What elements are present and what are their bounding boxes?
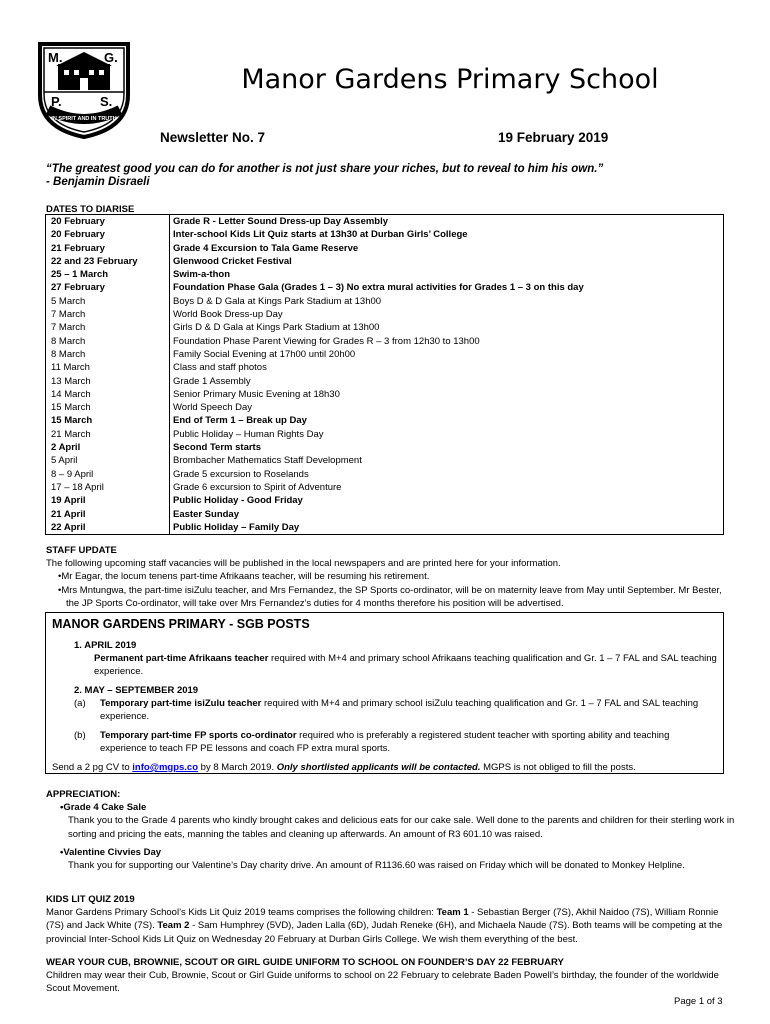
appreciation-item-title: •Valentine Civvies Day	[60, 846, 162, 858]
school-name: Manor Gardens Primary School	[241, 64, 659, 95]
diary-event: End of Term 1 – Break up Day	[173, 415, 307, 427]
diary-date: 8 – 9 April	[46, 468, 170, 481]
appreciation-heading: APPRECIATION:	[46, 789, 121, 800]
diary-date: 25 – 1 March	[46, 268, 170, 281]
diary-event: Foundation Phase Gala (Grades 1 – 3) No extra mural activities for Grades 1 – 3 on this day	[173, 282, 584, 294]
appreciation-section	[46, 788, 736, 872]
diary-event: Senior Primary Music Evening at 18h30	[173, 388, 340, 400]
sgb-item1: Permanent part-time Afrikaans teacher required with M+4 and primary school Afrikaans teaching qualification and Gr. 1 – 7 FAL and SAL teaching experience.	[94, 653, 717, 677]
diary-event: Public Holiday - Good Friday	[173, 495, 303, 507]
diary-event: Grade R - Letter Sound Dress-up Day Assembly	[173, 216, 389, 227]
diary-date: 19 April	[46, 494, 170, 507]
diary-row	[46, 494, 723, 507]
diary-event: Brombacher Mathematics Staff Development	[173, 455, 362, 467]
diary-date: 20 February	[46, 215, 170, 228]
kids-lit-text: Manor Gardens Primary School’s Kids Lit Quiz 2019 teams comprises the following children: Team 1 - Sebastian Berger (7S), Akhil Naidoo (7S), William Ronnie (7S) and Jack White (7S). Team 2 - Sam Humphrey (5VD), Jaden Lalla (6D), Judah Reneke (6H), and Michaela Naude (7S). Both teams will be competing at the provincial Inter-School Kids Lit Quiz on Wednesday 20 February at Durban Girls College. We wish them everything of the best.	[46, 907, 723, 945]
diary-row	[46, 388, 723, 401]
diary-row	[46, 281, 723, 294]
crest-letter-s: S.	[100, 94, 113, 109]
diary-event: Class and staff photos	[173, 362, 267, 374]
quote-author: - Benjamin Disraeli	[46, 176, 150, 188]
diary-row	[46, 401, 723, 414]
diary-date: 22 April	[46, 521, 170, 534]
diary-event: Foundation Phase Parent Viewing for Grades R – 3 from 12h30 to 13h00	[173, 335, 480, 347]
diary-row	[46, 481, 723, 494]
diary-event: World Book Dress-up Day	[173, 309, 283, 321]
newsletter-number: Newsletter No. 7	[160, 130, 266, 145]
kids-lit-heading: KIDS LIT QUIZ 2019	[46, 894, 135, 905]
diary-row	[46, 428, 723, 441]
staff-update-heading: STAFF UPDATE	[46, 545, 117, 556]
diary-event: Second Term starts	[173, 442, 261, 454]
kids-lit-section	[46, 893, 736, 946]
staff-update-section	[46, 544, 736, 610]
sgb-item2-heading: 2. MAY – SEPTEMBER 2019	[74, 685, 199, 696]
uniform-section	[46, 956, 736, 996]
diary-row	[46, 228, 723, 241]
sgb-item2b: (b) Temporary part-time FP sports co-ordinator required who is preferably a registered student teacher with sporting ability and teaching experience to teach FP PE lessons and coach FP extra mural sports.	[74, 730, 670, 754]
appreciation-item-text: Thank you for supporting our Valentine’s Day charity drive. An amount of R1136.60 was raised on Friday which will be donated to Monkey Helpline.	[68, 860, 685, 872]
crest-letter-m: M.	[48, 50, 63, 65]
diary-row	[46, 441, 723, 454]
diary-date: 5 April	[46, 454, 170, 467]
diary-event: Glenwood Cricket Festival	[173, 255, 292, 267]
diary-date: 27 February	[46, 281, 170, 294]
diary-row	[46, 348, 723, 361]
page-number: Page 1 of 3	[674, 996, 723, 1007]
diary-date: 20 February	[46, 228, 170, 241]
newsletter-date: 19 February 2019	[498, 130, 609, 145]
staff-update-intro: The following upcoming staff vacancies will be published in the local newspapers and are printed here for your information.	[46, 558, 561, 570]
sgb-item2a: (a) Temporary part-time isiZulu teacher required with M+4 and primary school isiZulu teaching qualification and Gr. 1 – 7 FAL and SAL teaching experience.	[74, 698, 699, 722]
sgb-cv-line: Send a 2 pg CV to info@mgps.co by 8 March 2019. Only shortlisted applicants will be contacted. MGPS is not obliged to fill the posts.	[52, 762, 636, 773]
diary-event: Family Social Evening at 17h00 until 20h00	[173, 348, 356, 360]
diary-row	[46, 468, 723, 481]
diary-date: 21 April	[46, 508, 170, 521]
diary-date: 5 March	[46, 295, 170, 308]
diary-event: Public Holiday – Family Day	[173, 521, 300, 533]
uniform-heading: WEAR YOUR CUB, BROWNIE, SCOUT OR GIRL GUIDE UNIFORM TO SCHOOL ON FOUNDER’S DAY 22 FEBRUARY	[46, 957, 564, 968]
diary-row	[46, 454, 723, 467]
diary-table	[45, 214, 724, 535]
diary-event: Grade 5 excursion to Roselands	[173, 468, 309, 480]
school-crest	[34, 40, 134, 140]
diary-event: Grade 4 Excursion to Tala Game Reserve	[173, 242, 359, 254]
sgb-posts-box	[45, 612, 724, 774]
diary-row	[46, 215, 723, 228]
staff-bullet: •Mrs Mntungwa, the part-time isiZulu teacher, and Mrs Fernandez, the SP Sports co-ordinator, will be on maternity leave from May until September. Mr Bester, the JP Sports Co-ordinator, will take over Mrs Fernandez’s duties for 4 months therefore his position will be advertised.	[58, 584, 722, 609]
diary-row	[46, 321, 723, 334]
diary-date: 22 and 23 February	[46, 255, 170, 268]
diary-date: 21 March	[46, 428, 170, 441]
diary-row	[46, 335, 723, 348]
diary-event: Girls D & D Gala at Kings Park Stadium at 13h00	[173, 322, 380, 334]
crest-motto: IN SPIRIT AND IN TRUTH	[51, 116, 117, 122]
diary-date: 17 – 18 April	[46, 481, 170, 494]
diary-row	[46, 242, 723, 255]
diary-row	[46, 414, 723, 427]
appreciation-item-text: Thank you to the Grade 4 parents who kindly brought cakes and delicious eats for our cake sale. Well done to the parents and children for their sterling work in sorting and pricing the eats, manning the tables and cleaning up afterwards. An amount of R3 601.10 was raised.	[68, 815, 735, 840]
diarise-heading: DATES TO DIARISE	[46, 204, 135, 215]
diary-event: Boys D & D Gala at Kings Park Stadium at 13h00	[173, 295, 382, 307]
sgb-title: MANOR GARDENS PRIMARY - SGB POSTS	[52, 617, 310, 631]
diary-date: 8 March	[46, 335, 170, 348]
crest-letter-p: P.	[51, 94, 62, 109]
diary-event: Grade 1 Assembly	[173, 375, 251, 387]
diary-event: Swim-a-thon	[173, 269, 230, 281]
diary-row	[46, 361, 723, 374]
uniform-text: Children may wear their Cub, Brownie, Scout or Girl Guide uniforms to school on 22 February to celebrate Baden Powell’s birthday, the founder of the worldwide Scout Movement.	[46, 970, 719, 995]
email-link[interactable]: info@mgps.co	[132, 762, 199, 773]
appreciation-item-title: •Grade 4 Cake Sale	[60, 802, 147, 814]
diary-date: 7 March	[46, 308, 170, 321]
diary-date: 2 April	[46, 441, 170, 454]
diary-date: 11 March	[46, 361, 170, 374]
diary-row	[46, 295, 723, 308]
crest-letter-g: G.	[104, 50, 118, 65]
diary-date: 15 March	[46, 414, 170, 427]
diary-event: Public Holiday – Human Rights Day	[173, 428, 324, 440]
diary-date: 21 February	[46, 242, 170, 255]
sgb-item1-heading: 1. APRIL 2019	[74, 640, 137, 651]
quote-text: “The greatest good you can do for another is not just share your riches, but to reveal to him his own.”	[46, 163, 604, 175]
diary-row	[46, 255, 723, 268]
diary-row	[46, 521, 723, 534]
diary-date: 8 March	[46, 348, 170, 361]
diary-date: 15 March	[46, 401, 170, 414]
staff-bullet: •Mr Eagar, the locum tenens part-time Afrikaans teacher, will be resuming his retirement.	[58, 571, 430, 583]
quote	[46, 163, 746, 189]
diary-event: Inter-school Kids Lit Quiz starts at 13h30 at Durban Girls’ College	[173, 229, 468, 241]
diary-row	[46, 308, 723, 321]
diary-row	[46, 508, 723, 521]
diary-date: 14 March	[46, 388, 170, 401]
diary-date: 13 March	[46, 375, 170, 388]
diary-event: World Speech Day	[173, 402, 253, 414]
diary-row	[46, 268, 723, 281]
diary-event: Grade 6 excursion to Spirit of Adventure	[173, 481, 342, 493]
diary-date: 7 March	[46, 321, 170, 334]
diary-event: Easter Sunday	[173, 508, 239, 520]
diary-row	[46, 375, 723, 388]
